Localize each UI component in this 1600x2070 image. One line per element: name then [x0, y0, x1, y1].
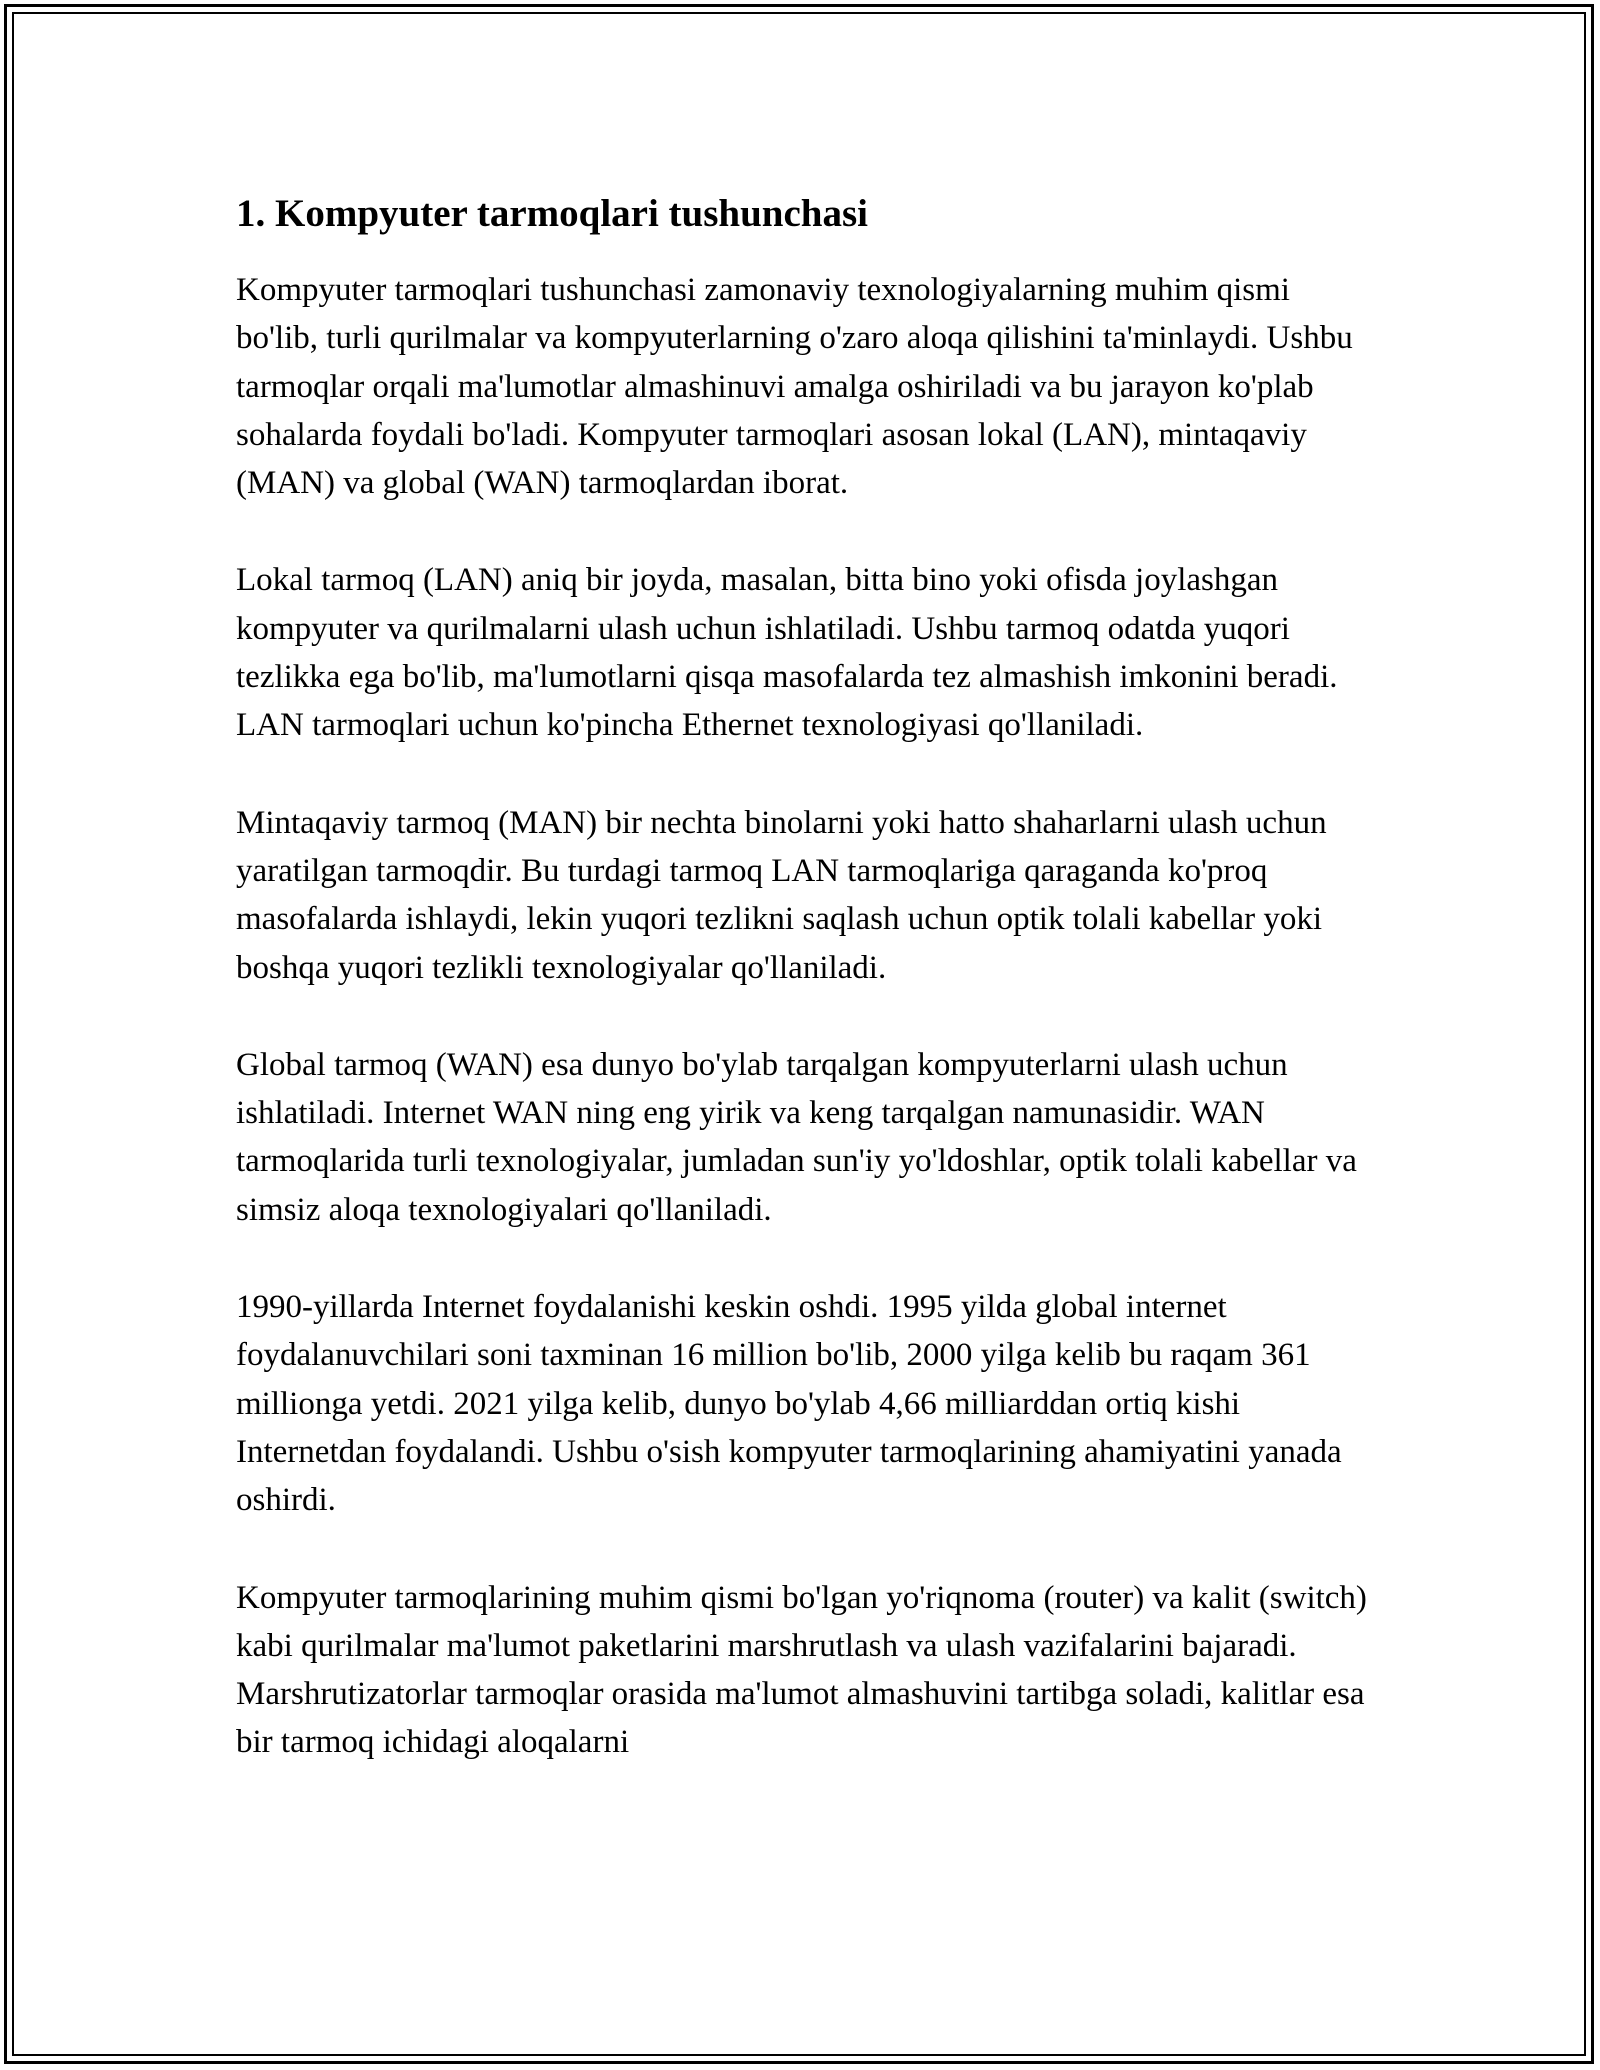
paragraph-wan: Global tarmoq (WAN) esa dunyo bo'ylab tarqalgan kompyuterlarni ulash uchun ishlatiladi. Internet WAN ning eng yirik va keng tarqalgan namunasidir. WAN tarmoqlarida turli texnologiyalar, jumladan sun'iy yo'ldoshlar, optik tolali kabellar va simsiz aloqa texnologiyalari qo'llaniladi.	[236, 1046, 1357, 1228]
paragraph-devices: Kompyuter tarmoqlarining muhim qismi bo'lgan yo'riqnoma (router) va kalit (switch) kabi qurilmalar ma'lumot paketlarini marshrutlash va ulash vazifalarini bajaradi. Marshrutizatorlar tarmoqlar orasida ma'lumot almashuvini tartibga soladi, kalitlar esa bir tarmoq ichidagi aloqalarni	[236, 1579, 1367, 1761]
document-body	[236, 186, 1376, 1816]
section-heading: 1. Kompyuter tarmoqlari tushunchasi	[236, 192, 868, 235]
paragraph-internet-growth: 1990-yillarda Internet foydalanishi keskin oshdi. 1995 yilda global internet foydalanuvchilari soni taxminan 16 million bo'lib, 2000 yilga kelib bu raqam 361 millionga yetdi. 2021 yilga kelib, dunyo bo'ylab 4,66 milliarddan ortiq kishi Internetdan foydalandi. Ushbu o'sish kompyuter tarmoqlarining ahamiyatini yanada oshirdi.	[236, 1289, 1342, 1519]
paragraph-man: Mintaqaviy tarmoq (MAN) bir nechta binolarni yoki hatto shaharlarni ulash uchun yaratilgan tarmoqdir. Bu turdagi tarmoq LAN tarmoqlariga qaraganda ko'proq masofalarda ishlaydi, lekin yuqori tezlikni saqlash uchun optik tolali kabellar yoki boshqa yuqori tezlikli texnologiyalar qo'llaniladi.	[236, 804, 1327, 986]
paragraph-intro: Kompyuter tarmoqlari tushunchasi zamonaviy texnologiyalarning muhim qismi bo'lib, turli qurilmalar va kompyuterlarning o'zaro aloqa qilishini ta'minlaydi. Ushbu tarmoqlar orqali ma'lumotlar almashinuvi amalga oshiriladi va bu jarayon ko'plab sohalarda foydali bo'ladi. Kompyuter tarmoqlari asosan lokal (LAN), mintaqaviy (MAN) va global (WAN) tarmoqlardan iborat.	[236, 272, 1353, 502]
paragraph-lan: Lokal tarmoq (LAN) aniq bir joyda, masalan, bitta bino yoki ofisda joylashgan kompyuter va qurilmalarni ulash uchun ishlatiladi. Ushbu tarmoq odatda yuqori tezlikka ega bo'lib, ma'lumotlarni qisqa masofalarda tez almashish imkonini beradi. LAN tarmoqlari uchun ko'pincha Ethernet texnologiyasi qo'llaniladi.	[236, 562, 1338, 744]
